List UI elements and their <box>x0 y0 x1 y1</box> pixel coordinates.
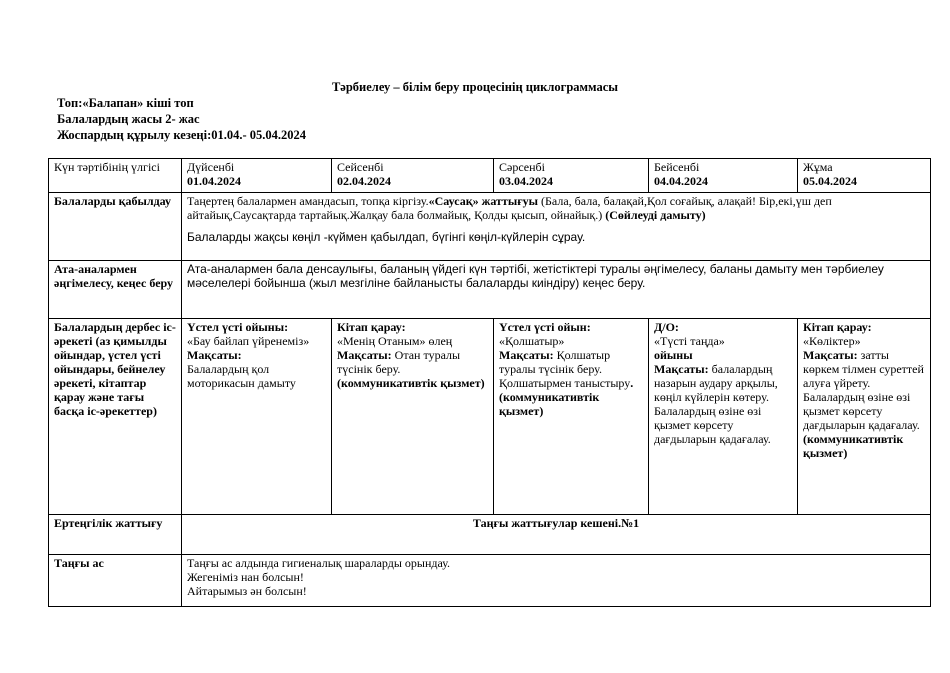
activity-fri <box>798 319 931 515</box>
activity-goal <box>654 362 792 446</box>
activity-title: «Менің Отаным» өлең <box>337 334 453 348</box>
breakfast-line: Жегеніміз нан болсын! <box>187 570 304 584</box>
cyclogram-table <box>48 158 931 607</box>
finger-exercise-text: (Бала, бала, балақай,Қол соғайық, алақай! Бір,екі,үш деп айтайық,Саусақтарда тартайық.Жалқау бала болмайық, Қолды қысып, ойнайық.) <box>187 194 832 222</box>
day-header-tue <box>332 159 494 193</box>
goal-end-dot: . <box>630 376 634 390</box>
breakfast-content <box>182 555 931 607</box>
activity-area: (коммуникативтік қызмет) <box>337 376 485 390</box>
activities-label: Балалардың дербес іс-әрекеті (аз қимылды ойындар, үстел үсті ойындары, бейнелеу әрекеті, кітаптар қарау және тағы басқа іс-әрекеттер) <box>49 319 182 515</box>
activity-goal-text: Қолшатыр туралы түсінік беру. Қолшатырмен таныстыру <box>499 348 631 390</box>
day-header-mon <box>182 159 332 193</box>
activity-goal-label: Мақсаты: <box>499 348 554 362</box>
activity-goal: Балалардың қол моторикасын дамыту <box>187 362 296 390</box>
day-date: 02.04.2024 <box>337 174 391 188</box>
finger-exercise-title: «Саусақ» жаттығуы <box>428 194 539 208</box>
activity-goal-text: Отан туралы түсінік беру. <box>337 348 461 376</box>
header-row <box>49 159 931 193</box>
day-name: Жұма <box>803 160 833 174</box>
day-date: 03.04.2024 <box>499 174 553 188</box>
reception-text <box>187 194 925 222</box>
document-title: Тәрбиелеу – білім беру процесінің циклограммасы <box>331 80 619 94</box>
activity-goal-label: Мақсаты: <box>803 348 858 362</box>
activity-area: (коммуникативтік қызмет) <box>803 432 904 460</box>
breakfast-row <box>49 555 931 607</box>
day-header-thu <box>649 159 798 193</box>
schedule-header-cell: Күн тәртібінің үлгісі <box>49 159 182 193</box>
exercise-row <box>49 515 931 555</box>
activity-tue <box>332 319 494 515</box>
activities-row <box>49 319 931 515</box>
activity-goal-text: затты көркем тілмен суреттей алуға үйрету. Балалардың өзіне өзі қызмет көрсету дағдыларын қадағалау. <box>803 348 924 432</box>
day-date: 01.04.2024 <box>187 174 241 188</box>
reception-row <box>49 193 931 261</box>
parents-label: Ата-аналармен әңгімелесу, кеңес беру <box>49 261 182 319</box>
activity-goal-label: Мақсаты: <box>187 348 242 362</box>
period-line: Жоспардың құрылу кезеңі:01.04.- 05.04.2024 <box>57 128 307 142</box>
day-name: Сәрсенбі <box>499 160 545 174</box>
activity-heading: Үстел үсті ойын: <box>499 320 591 334</box>
activity-heading: Кітап қарау: <box>803 320 872 334</box>
activity-title: «Көліктер» <box>803 334 861 348</box>
activity-goal <box>499 348 643 390</box>
parents-row <box>49 261 931 319</box>
exercise-content: Таңғы жаттығулар кешені.№1 <box>182 515 931 555</box>
activity-title: «Қолшатыр» <box>499 334 565 348</box>
breakfast-label: Таңғы ас <box>49 555 182 607</box>
day-date: 04.04.2024 <box>654 174 708 188</box>
activity-goal-text: балалардың назарын аудару арқылы, көңіл күйлерін көтеру. Балалардың өзіне өзі қызмет көрсету дағдыларын қадағалау. <box>654 362 778 446</box>
day-name: Сейсенбі <box>337 160 384 174</box>
activity-goal-label: Мақсаты: <box>654 362 709 376</box>
reception-content <box>182 193 931 261</box>
activity-wed <box>494 319 649 515</box>
speech-development-label: (Сөйлеуді дамыту) <box>605 208 706 222</box>
breakfast-line: Таңғы ас алдында гигиеналық шараларды орындау. <box>187 556 451 570</box>
parents-content: Ата-аналармен бала денсаулығы, баланың үйдегі күн тәртібі, жетістіктері туралы әңгімелесу, баланы дамыту мен тәрбиелеу мәселелері бойынша (жыл мезгіліне байланысты балаларды киіндіру) кеңес беру. <box>182 261 931 319</box>
exercise-label: Ертеңгілік жаттығу <box>49 515 182 555</box>
activity-area: (коммуникативтік қызмет) <box>499 390 600 418</box>
activity-heading: Д/О: <box>654 320 679 334</box>
activity-heading: Үстел үсті ойыны: <box>187 320 289 334</box>
day-name: Бейсенбі <box>654 160 700 174</box>
reception-label: Балаларды қабылдау <box>49 193 182 261</box>
day-date: 05.04.2024 <box>803 174 857 188</box>
age-line: Балалардың жасы 2- жас <box>57 112 200 126</box>
activity-title: «Түсті таңда» <box>654 334 725 348</box>
activity-title: «Бау байлап үйренеміз» <box>187 334 310 348</box>
day-name: Дүйсенбі <box>187 160 235 174</box>
activity-mon <box>182 319 332 515</box>
day-header-fri <box>798 159 931 193</box>
activity-goal <box>803 348 925 432</box>
group-line: Топ:«Балапан» кіші топ <box>57 96 194 110</box>
activity-thu <box>649 319 798 515</box>
reception-greeting: Балаларды жақсы көңіл -күймен қабылдап, бүгінгі көңіл-күйлерін сұрау. <box>187 230 586 244</box>
reception-text-a: Таңертең балалармен амандасып, топқа кіргізу. <box>187 194 429 208</box>
day-header-wed <box>494 159 649 193</box>
activity-heading: Кітап қарау: <box>337 320 406 334</box>
activity-goal-label: Мақсаты: <box>337 348 392 362</box>
activity-goal <box>337 348 488 376</box>
breakfast-line: Айтарымыз ән болсын! <box>187 584 307 598</box>
activity-subheading: ойыны <box>654 348 693 362</box>
